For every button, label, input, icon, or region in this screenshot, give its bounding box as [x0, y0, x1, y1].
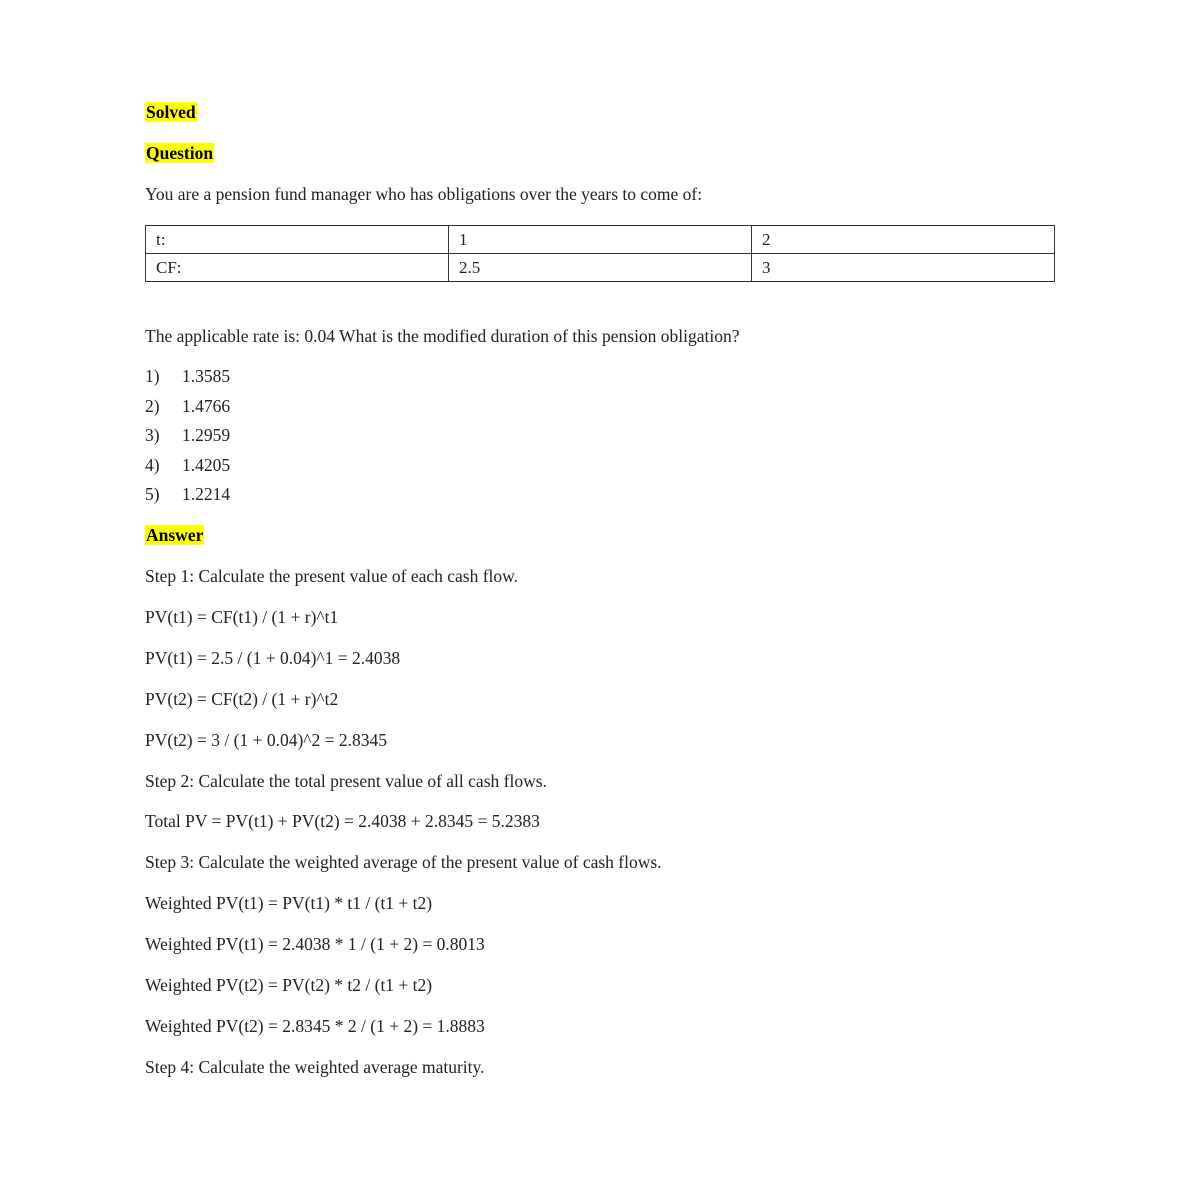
answer-line: Step 4: Calculate the weighted average maturity. — [145, 1057, 485, 1077]
answer-line: PV(t2) = CF(t2) / (1 + r)^t2 — [145, 689, 339, 709]
table-row — [146, 226, 1055, 254]
answer-line: Weighted PV(t2) = PV(t2) * t2 / (t1 + t2) — [145, 975, 433, 995]
option-value: 1.3585 — [182, 366, 231, 386]
option-item — [145, 395, 230, 417]
option-item — [145, 365, 230, 387]
option-value: 1.4766 — [182, 396, 231, 416]
option-number: 5) — [145, 484, 160, 504]
answer-line: Step 1: Calculate the present value of each cash flow. — [145, 566, 519, 586]
option-number: 4) — [145, 455, 160, 475]
option-value: 1.2214 — [182, 484, 231, 504]
option-number: 3) — [145, 425, 160, 445]
answer-line: Weighted PV(t2) = 2.8345 * 2 / (1 + 2) = 1.8883 — [145, 1016, 485, 1036]
table-cell: 2.5 — [449, 254, 752, 282]
answer-line: PV(t1) = CF(t1) / (1 + r)^t1 — [145, 607, 339, 627]
answer-line: Total PV = PV(t1) + PV(t2) = 2.4038 + 2.8345 = 5.2383 — [145, 811, 540, 831]
option-number: 1) — [145, 366, 160, 386]
solved-label: Solved — [146, 102, 196, 122]
answer-line: Step 2: Calculate the total present value of all cash flows. — [145, 771, 547, 791]
answer-label: Answer — [146, 525, 204, 545]
table-cell: 2 — [752, 226, 1055, 254]
answer-line: PV(t2) = 3 / (1 + 0.04)^2 = 2.8345 — [145, 730, 387, 750]
table-cell: 3 — [752, 254, 1055, 282]
question-intro: You are a pension fund manager who has obligations over the years to come of: — [145, 184, 703, 204]
option-number: 2) — [145, 396, 160, 416]
question-heading — [145, 142, 214, 164]
table-cell: 1 — [449, 226, 752, 254]
answer-line: PV(t1) = 2.5 / (1 + 0.04)^1 = 2.4038 — [145, 648, 401, 668]
answer-heading — [145, 524, 204, 546]
option-item — [145, 424, 230, 446]
option-item — [145, 454, 230, 476]
solved-heading — [145, 101, 197, 123]
answer-line: Weighted PV(t1) = 2.4038 * 1 / (1 + 2) = 0.8013 — [145, 934, 485, 954]
answer-line: Step 3: Calculate the weighted average of the present value of cash flows. — [145, 852, 662, 872]
option-item — [145, 483, 230, 505]
question-label: Question — [146, 143, 214, 163]
table-cell: CF: — [146, 254, 449, 282]
answer-line: Weighted PV(t1) = PV(t1) * t1 / (t1 + t2) — [145, 893, 433, 913]
table-cell: t: — [146, 226, 449, 254]
option-value: 1.4205 — [182, 455, 231, 475]
question-prompt: The applicable rate is: 0.04 What is the modified duration of this pension obligation? — [145, 326, 740, 346]
table-row — [146, 254, 1055, 282]
cash-flow-table — [145, 225, 1055, 282]
option-value: 1.2959 — [182, 425, 231, 445]
